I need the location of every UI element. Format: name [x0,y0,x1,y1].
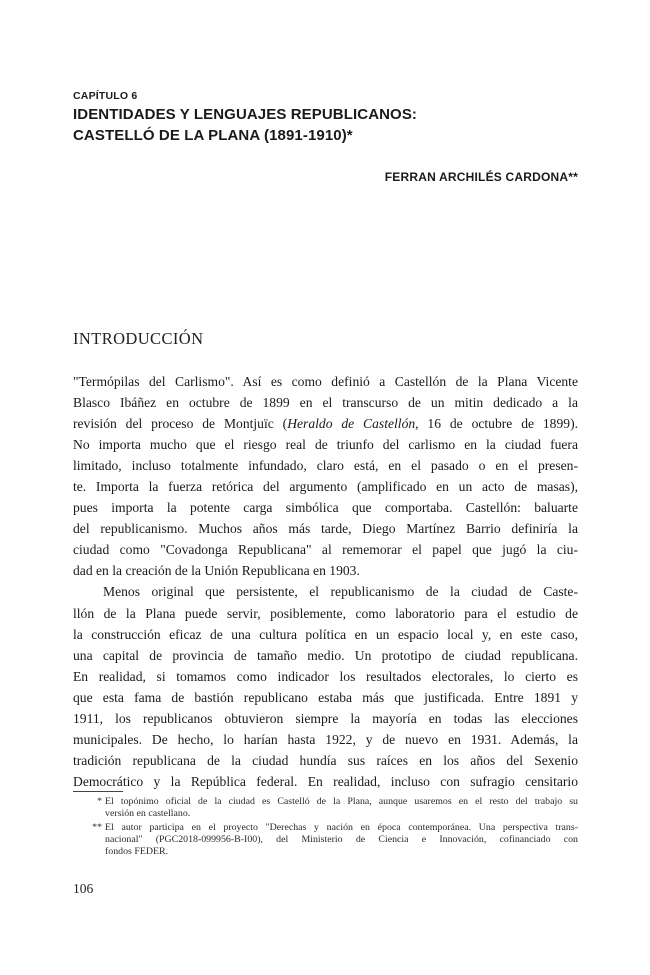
text-line: dad en la creación de la Unión Republicana en 1903. [73,563,360,579]
footnote-line: El topónimo oficial de la ciudad es Castelló de la Plana, aunque usaremos en el resto del trabajo su [105,796,578,807]
footnote [86,822,578,859]
text-segment: , 16 de octubre de 1899). [415,416,578,432]
text-line: que esta fama de bastión republicano estaba más que justificada. Entre 1891 y [73,689,578,705]
section-heading: INTRODUCCIÓN [73,329,204,348]
text-line: No importa mucho que el riesgo real de triunfo del carlismo en la ciudad fuera [73,437,578,453]
body-text [73,371,578,792]
footnote-line: fondos FEDER. [105,846,169,858]
footnotes [86,796,578,859]
footnote [86,796,578,821]
text-line: limitado, incluso totalmente infundado, claro está, en el pasado o en el presen- [73,458,578,474]
text-line: "Termópilas del Carlismo". Así es como definió a Castellón de la Plana Vicente [73,374,578,389]
footnote-divider [73,791,123,792]
cited-newspaper: Heraldo de Castellón [287,416,416,432]
text-line: tradición republicana de la ciudad hundía sus raíces en los años del Sexenio [73,752,578,768]
paragraph-1 [73,371,578,581]
text-line: Blasco Ibáñez en octubre de 1899 en el transcurso de un mitin dedicado a la [73,395,578,411]
text-line: la construcción eficaz de una cultura política en un espacio local y, en este caso, [73,626,578,642]
text-line: llón de la Plana puede servir, posiblemente, como laboratorio para el estudio de [73,605,578,621]
text-line: En realidad, si tomamos como indicador los resultados electorales, lo cierto es [73,668,578,684]
chapter-title-line: CASTELLÓ DE LA PLANA (1891-1910)* [73,127,353,144]
text-line: 1911, los republicanos obtuvieron siempre la mayoría en todas las elecciones [73,710,578,726]
paragraph-2 [73,581,578,791]
text-segment: revisión del proceso de Montjuïc ( [73,416,288,432]
chapter-title [73,104,593,146]
footnote-mark: ** [92,821,102,833]
chapter-title-line: IDENTIDADES Y LENGUAJES REPUBLICANOS: [73,106,418,123]
text-line: una capital de provincia de tamaño medio. Un prototipo de ciudad republicana. [73,647,578,663]
footnote-mark: * [97,796,102,807]
text-line: te. Importa la fuerza retórica del argumento (amplificado en un acto de masas), [73,479,578,495]
text-line [73,413,578,434]
footnote-line: El autor participa en el proyecto "Derechas y nación en época contemporánea. Una perspectiva trans- [105,821,578,833]
page-number: 106 [73,881,94,896]
text-line: del republicanismo. Muchos años más tarde, Diego Martínez Barrio definiría la [73,521,578,537]
footnote-line: versión en castellano. [105,808,191,820]
author-name: FERRAN ARCHILÉS CARDONA** [384,170,578,184]
chapter-label: CAPÍTULO 6 [73,90,138,102]
text-line: Democrático y la República federal. En realidad, incluso con sufragio censitario [73,773,578,789]
text-line: ciudad como "Covadonga Republicana" al rememorar el papel que jugó la ciu- [73,542,578,558]
text-line: municipales. De hecho, lo harían hasta 1922, y de nuevo en 1931. Además, la [73,731,578,747]
text-line: pues importa la potente carga simbólica que comportaba. Castellón: baluarte [73,500,578,516]
footnote-line: nacional" (PGC2018-099956-B-I00), del Ministerio de Ciencia e Innovación, cofinanciado con [105,833,578,845]
text-line: Menos original que persistente, el republicanismo de la ciudad de Caste- [103,584,578,600]
